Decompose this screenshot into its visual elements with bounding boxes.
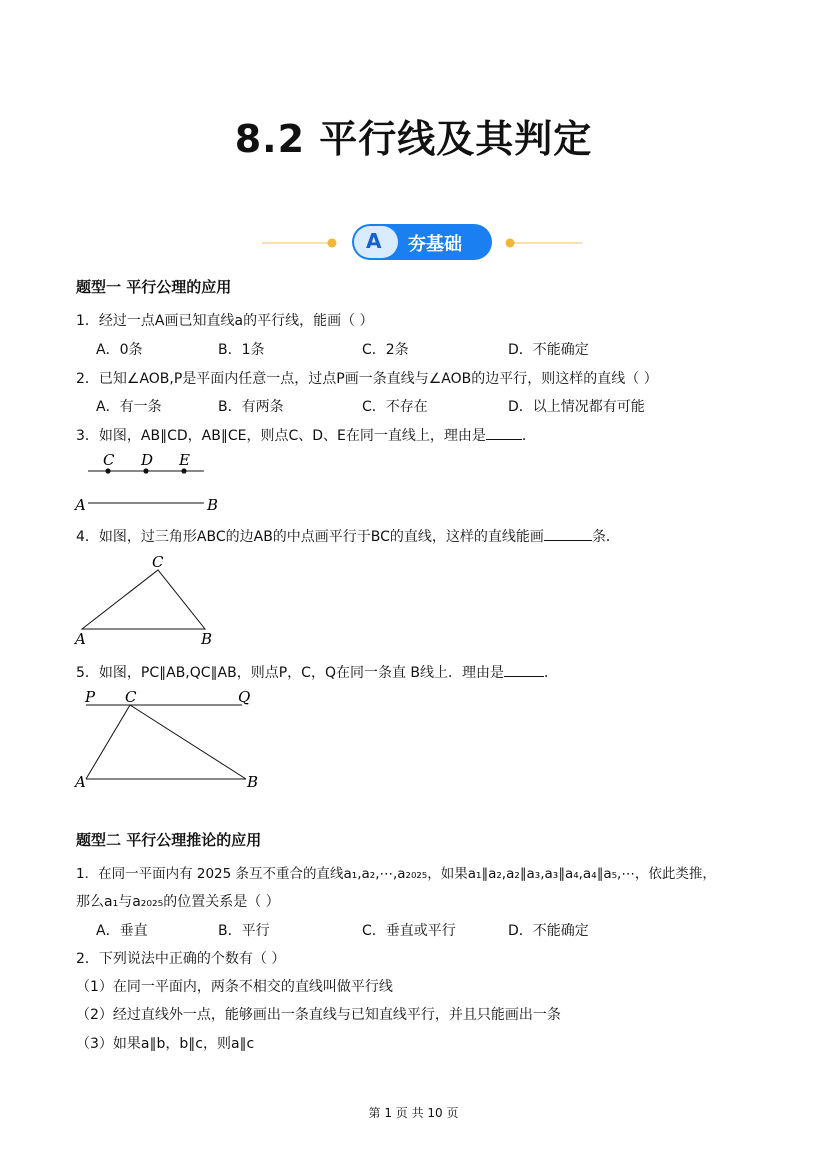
label-b: B xyxy=(247,773,259,791)
label-q: Q xyxy=(238,688,251,706)
s1-q2-text: 2．已知∠AOB,P是平面内任意一点，过点P画一条直线与∠AOB的边平行，则这样的直线（ ） xyxy=(76,371,658,387)
s1-q3-text: 3．如图，AB∥CD，AB∥CE，则点C、D、E在同一直线上，理由是 xyxy=(76,428,486,444)
s2-q1-option-d: D．不能确定 xyxy=(508,923,589,939)
s1-q1-option-b: B．1条 xyxy=(218,342,265,358)
page-title: 8.2 平行线及其判定 xyxy=(234,117,593,161)
label-a: A xyxy=(75,773,86,791)
s1-q4-text: 4．如图，过三角形ABC的边AB的中点画平行于BC的直线，这样的直线能画 xyxy=(76,529,544,545)
s1-q2-option-a: A．有一条 xyxy=(96,399,162,415)
s2-q1-line2: 那么a₁与a₂₀₂₅的位置关系是（ ） xyxy=(76,894,280,910)
s1-q2-option-d: D．以上情况都有可能 xyxy=(508,399,645,415)
s2-q2-item-3: （3）如果a∥b，b∥c，则a∥c xyxy=(76,1036,255,1052)
label-a: A xyxy=(75,496,86,514)
section-2-heading: 题型二 平行公理推论的应用 xyxy=(76,831,262,849)
segment-ca xyxy=(86,705,130,779)
label-b: B xyxy=(207,496,219,514)
label-e: E xyxy=(179,451,190,469)
s2-q1-option-a: A．垂直 xyxy=(96,923,148,939)
s2-q2-text: 2．下列说法中正确的个数有（ ） xyxy=(76,951,286,967)
point-e xyxy=(181,468,186,473)
banner-letter: A xyxy=(366,229,382,253)
s1-q3 xyxy=(76,425,536,445)
s1-q5 xyxy=(76,662,558,682)
label-a: A xyxy=(75,630,86,648)
s1-q3-end: ． xyxy=(521,428,536,444)
s1-q5-figure xyxy=(72,686,272,796)
point-c xyxy=(105,468,110,473)
s1-q5-answer-blank xyxy=(504,662,544,677)
label-c: C xyxy=(152,553,164,571)
point-d xyxy=(143,468,148,473)
s1-q3-figure xyxy=(72,448,232,516)
label-c: C xyxy=(103,451,115,469)
label-b: B xyxy=(201,630,213,648)
s1-q5-end: ． xyxy=(544,665,559,681)
section-banner xyxy=(262,222,582,262)
s1-q3-answer-blank xyxy=(486,425,522,440)
label-c: C xyxy=(125,688,137,706)
label-d: D xyxy=(141,451,154,469)
banner-label: 夯基础 xyxy=(408,234,462,255)
s1-q1-option-c: C．2条 xyxy=(362,342,409,358)
triangle-abc xyxy=(82,570,205,629)
s2-q1-option-b: B．平行 xyxy=(218,923,270,939)
s1-q2-option-b: B．有两条 xyxy=(218,399,284,415)
s2-q1-line1: 1．在同一平面内有 2025 条互不重合的直线a₁,a₂,⋯,a₂₀₂₅，如果a₁∥a₂,a₂∥a₃,a₃∥a₄,a₄∥a₅,⋯，依此类推， xyxy=(76,866,716,882)
segment-cb xyxy=(130,705,246,779)
s1-q5-text: 5．如图，PC∥AB,QC∥AB，则点P，C，Q在同一条直 B线上．理由是 xyxy=(76,665,505,681)
s1-q1-option-d: D．不能确定 xyxy=(508,342,589,358)
s2-q2-item-2: （2）经过直线外一点，能够画出一条直线与已知直线平行，并且只能画出一条 xyxy=(76,1007,561,1023)
s1-q1-text: 1．经过一点A画已知直线a的平行线，能画（ ） xyxy=(76,313,374,329)
s1-q4-answer-blank xyxy=(544,526,592,541)
s1-q1-option-a: A．0条 xyxy=(96,342,143,358)
label-p: P xyxy=(85,688,96,706)
s1-q4-end: 条． xyxy=(591,529,620,545)
banner-right-dot xyxy=(506,239,515,248)
section-1-heading: 题型一 平行公理的应用 xyxy=(76,278,232,296)
s2-q2-item-1: （1）在同一平面内，两条不相交的直线叫做平行线 xyxy=(76,979,393,995)
s1-q4 xyxy=(76,526,620,546)
page-footer: 第 1 页 共 10 页 xyxy=(368,1106,459,1120)
s2-q1-option-c: C．垂直或平行 xyxy=(362,923,456,939)
banner-left-dot xyxy=(328,239,337,248)
s1-q4-figure xyxy=(72,550,222,650)
s1-q2-option-c: C．不存在 xyxy=(362,399,428,415)
